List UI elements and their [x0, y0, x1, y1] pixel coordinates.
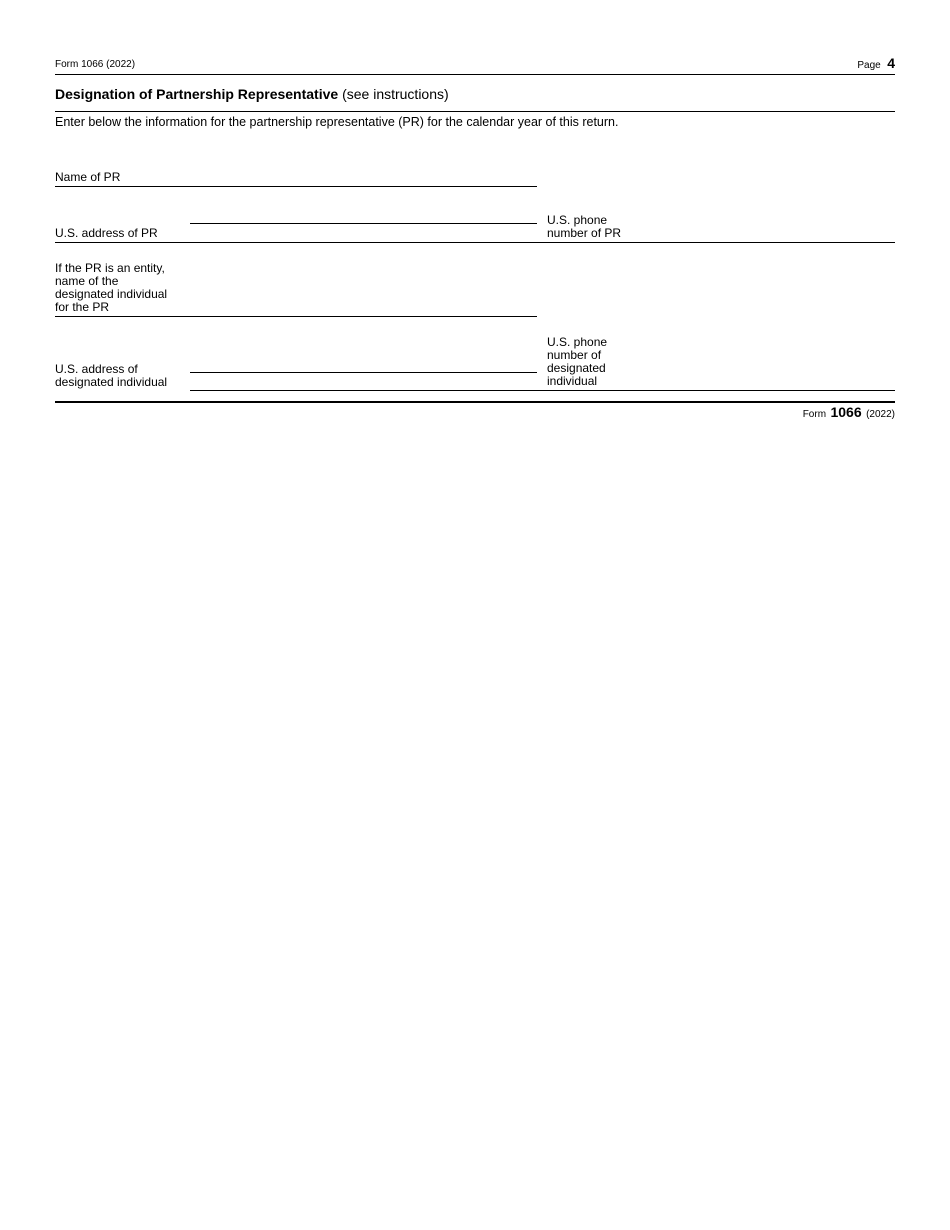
phone-pr-label-line2: number of PR	[547, 226, 622, 240]
address-individual-input-line2[interactable]	[192, 374, 535, 389]
footer-form-word: Form	[802, 409, 827, 420]
address-pr-input-line1[interactable]	[192, 206, 535, 221]
name-pr-input[interactable]	[140, 169, 535, 184]
phone-individual-label-line1: U.S. phone	[547, 335, 608, 349]
address-individual-label-line1: U.S. address of	[55, 362, 138, 376]
section-heading	[55, 86, 449, 102]
entity-name-label-line1: If the PR is an entity,	[55, 261, 165, 275]
intro-text: Enter below the information for the partnership representative (PR) for the calendar year of this return.	[55, 115, 619, 129]
address-individual-input-line1[interactable]	[192, 355, 535, 370]
entity-name-label-line4: for the PR	[55, 300, 110, 314]
footer-divider	[55, 401, 895, 403]
page-number: 4	[887, 55, 895, 71]
form-header-label: Form 1066 (2022)	[55, 59, 136, 70]
address-individual-line2	[190, 390, 895, 391]
phone-individual-label-line2: number of	[547, 348, 602, 362]
phone-pr-input[interactable]	[640, 225, 890, 240]
name-pr-line	[55, 186, 537, 187]
phone-pr-label-line1: U.S. phone	[547, 213, 608, 227]
page-label: Page	[857, 60, 881, 71]
footer-year: (2022)	[866, 409, 895, 420]
address-individual-line1	[190, 372, 537, 373]
address-pr-label: U.S. address of PR	[55, 226, 158, 240]
section-title-note: (see instructions)	[342, 86, 449, 102]
phone-individual-input[interactable]	[625, 373, 890, 388]
name-pr-label: Name of PR	[55, 170, 121, 184]
entity-name-label-line2: name of the	[55, 274, 119, 288]
phone-individual-label-line3: designated	[547, 361, 606, 375]
address-pr-line1	[190, 223, 537, 224]
entity-name-line	[55, 316, 537, 317]
phone-individual-label-line4: individual	[547, 374, 598, 388]
form-footer	[803, 404, 895, 422]
header-divider	[55, 74, 895, 75]
page-indicator	[857, 55, 895, 73]
footer-form-number: 1066	[830, 404, 862, 420]
address-pr-line2	[55, 242, 895, 243]
entity-name-label-line3: designated individual	[55, 287, 168, 301]
title-divider	[55, 111, 895, 112]
address-pr-input-line2[interactable]	[192, 225, 535, 240]
entity-name-input[interactable]	[192, 299, 535, 314]
address-individual-label-line2: designated individual	[55, 375, 168, 389]
section-title: Designation of Partnership Representative	[55, 86, 339, 102]
